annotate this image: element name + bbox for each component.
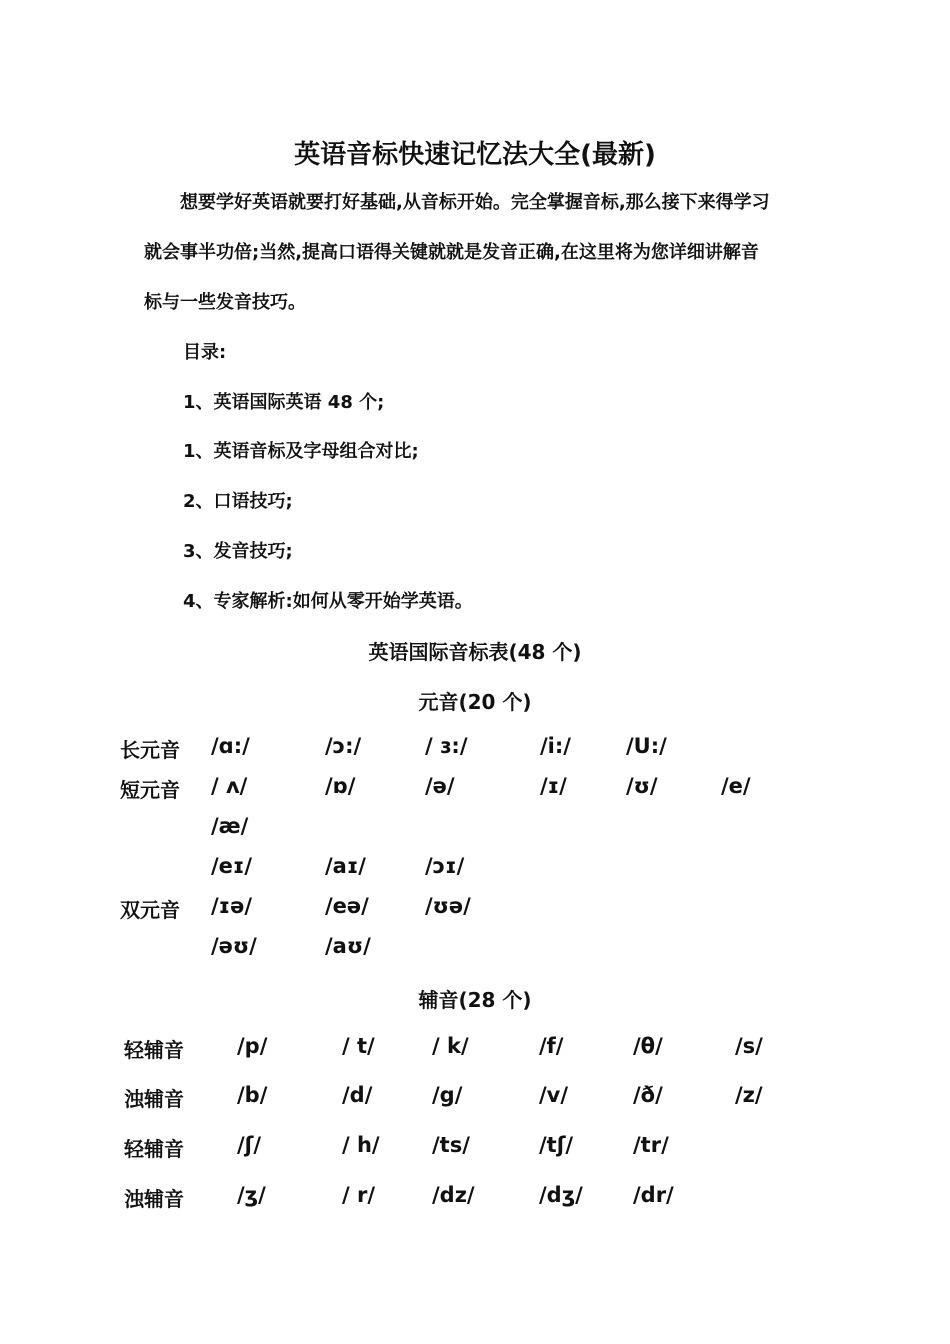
- vowel-symbol: /ɒ/: [325, 774, 356, 798]
- consonant-symbol: /s/: [735, 1034, 763, 1058]
- toc-item: 2、口语技巧;: [183, 491, 293, 512]
- toc-item: 1、英语音标及字母组合对比;: [183, 441, 419, 462]
- consonant-symbol: /tʃ/: [539, 1133, 574, 1157]
- consonant-symbol: /ʃ/: [237, 1133, 262, 1157]
- consonant-symbol: /ʒ/: [237, 1183, 266, 1207]
- intro-line-2: 就会事半功倍;当然,提高口语得关键就就是发音正确,在这里将为您详细讲解音: [144, 242, 759, 263]
- consonant-symbol: /dr/: [633, 1183, 674, 1207]
- toc-item: 3、发音技巧;: [183, 541, 293, 562]
- vowel-symbol: /ə/: [425, 774, 455, 798]
- consonant-symbol: / t/: [342, 1034, 375, 1058]
- vowel-symbol: / ɜ:/: [425, 734, 468, 758]
- consonant-symbol: /v/: [539, 1083, 569, 1107]
- vowel-symbol: /aɪ/: [325, 854, 366, 878]
- consonant-symbol: /ts/: [432, 1133, 470, 1157]
- vowel-symbol: /e/: [721, 774, 751, 798]
- consonant-symbol: / r/: [342, 1183, 376, 1207]
- vowel-symbol: /ɪ/: [540, 774, 567, 798]
- consonant-row-label: 浊辅音: [124, 1187, 184, 1211]
- vowel-symbol: /i:/: [540, 734, 571, 758]
- vowel-symbol: /æ/: [211, 814, 249, 838]
- vowel-symbol: /aʊ/: [325, 934, 371, 958]
- toc-item: 4、专家解析:如何从零开始学英语。: [183, 591, 473, 612]
- consonant-symbol: /ð/: [633, 1083, 663, 1107]
- vowel-symbol: /ʊ/: [626, 774, 658, 798]
- consonant-symbol: /p/: [237, 1034, 268, 1058]
- vowels-heading: 元音(20 个): [418, 690, 532, 714]
- vowel-symbol: /U:/: [626, 734, 667, 758]
- consonant-symbol: /θ/: [633, 1034, 663, 1058]
- vowel-symbol: /eə/: [325, 894, 369, 918]
- consonant-symbol: /tr/: [633, 1133, 669, 1157]
- consonant-row-label: 轻辅音: [124, 1038, 184, 1062]
- vowel-symbol: / ʌ/: [211, 774, 248, 798]
- consonant-symbol: / k/: [432, 1034, 469, 1058]
- consonant-symbol: /d/: [342, 1083, 373, 1107]
- phonetic-table-title: 英语国际音标表(48 个): [368, 640, 582, 664]
- toc-heading: 目录:: [183, 342, 227, 363]
- toc-item: 1、英语国际英语 48 个;: [183, 392, 385, 413]
- short-vowel-label: 短元音: [120, 778, 180, 802]
- consonant-symbol: /b/: [237, 1083, 268, 1107]
- consonants-heading: 辅音(28 个): [418, 988, 532, 1012]
- vowel-symbol: /ɪə/: [211, 894, 253, 918]
- vowel-symbol: /ɑ:/: [211, 734, 250, 758]
- consonant-symbol: /g/: [432, 1083, 463, 1107]
- page-title: 英语音标快速记忆法大全(最新): [294, 140, 656, 170]
- consonant-symbol: /f/: [539, 1034, 564, 1058]
- intro-line-1: 想要学好英语就要打好基础,从音标开始。完全掌握音标,那么接下来得学习: [144, 192, 770, 213]
- vowel-symbol: /əʊ/: [211, 934, 257, 958]
- consonant-symbol: /dʒ/: [539, 1183, 583, 1207]
- vowel-symbol: /ʊə/: [425, 894, 471, 918]
- vowel-symbol: /ɔ:/: [325, 734, 362, 758]
- consonant-row-label: 浊辅音: [124, 1087, 184, 1111]
- consonant-row-label: 轻辅音: [124, 1137, 184, 1161]
- consonant-symbol: /z/: [735, 1083, 763, 1107]
- diphthong-label: 双元音: [120, 898, 180, 922]
- vowel-symbol: /eɪ/: [211, 854, 253, 878]
- consonant-symbol: /dz/: [432, 1183, 475, 1207]
- long-vowel-label: 长元音: [120, 738, 180, 762]
- intro-line-3: 标与一些发音技巧。: [144, 292, 306, 313]
- consonant-symbol: / h/: [342, 1133, 380, 1157]
- vowel-symbol: /ɔɪ/: [425, 854, 465, 878]
